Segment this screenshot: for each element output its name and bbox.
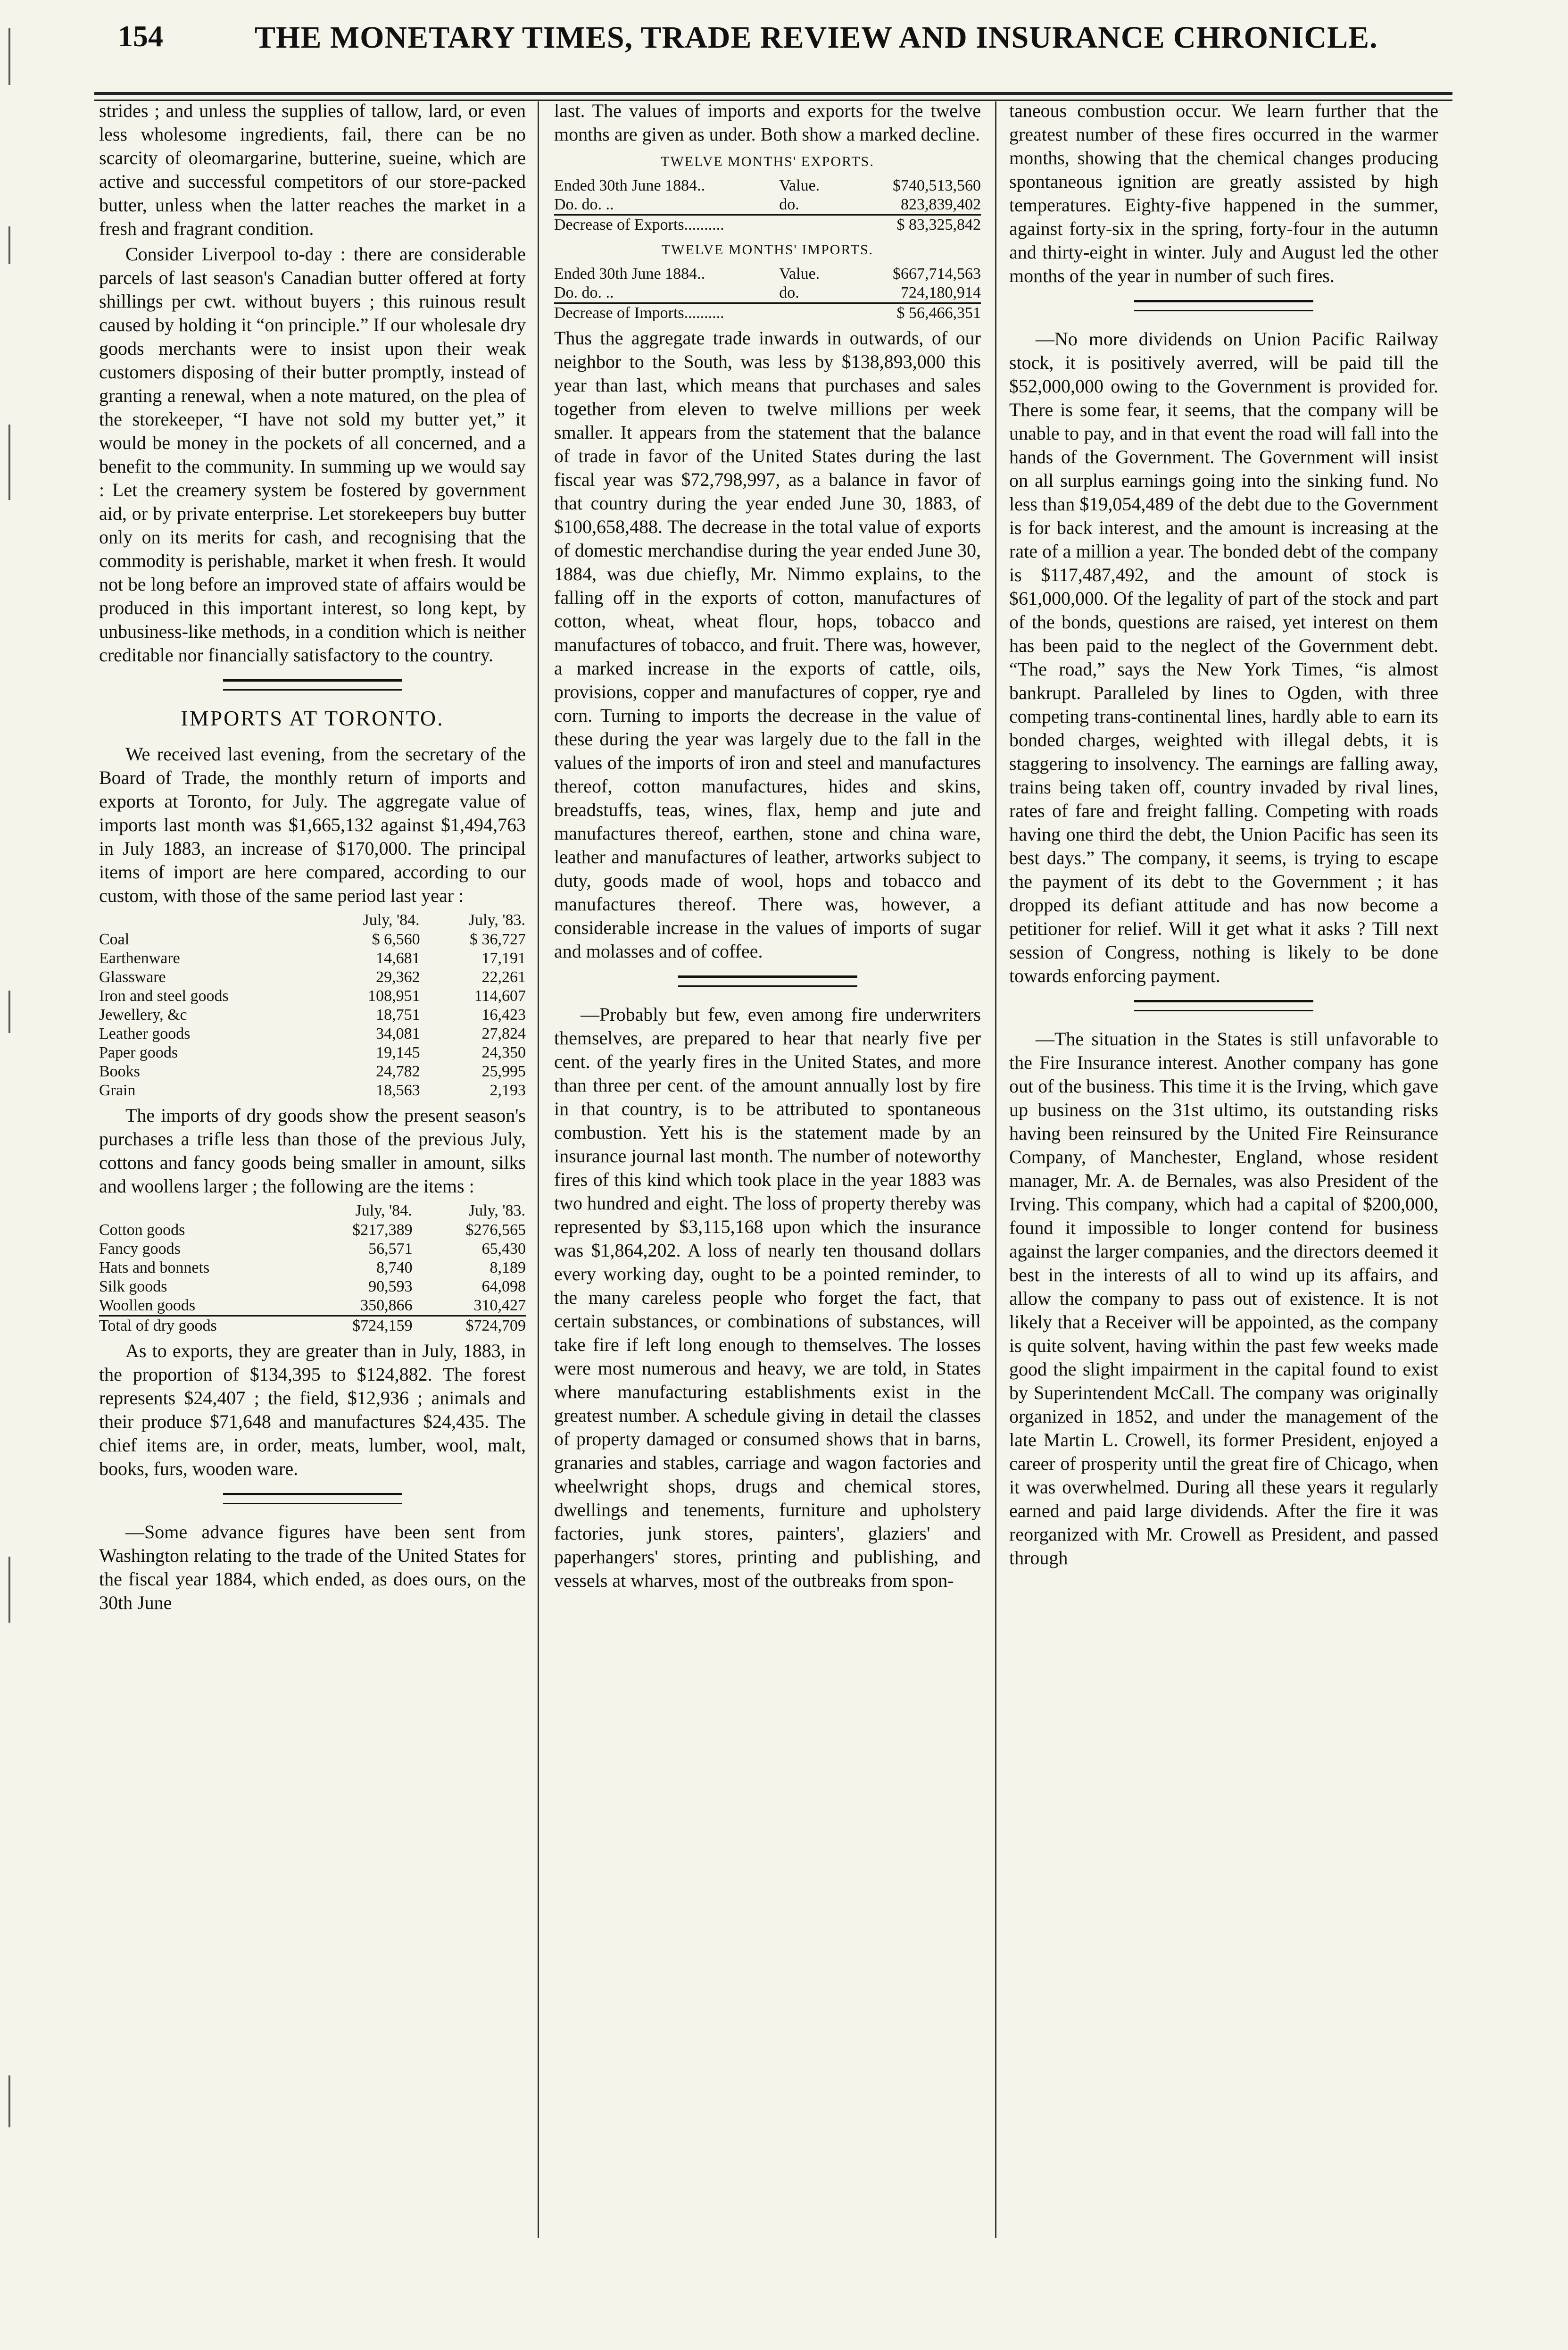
paragraph: strides ; and unless the supplies of tallow, lard, or even less wholesome ingredients, fail, there can be no scarcity of oleomargarine, butterine, sueine, which are active and successful competitors of our store-packed butter, unless when the latter reaches the market in a fresh and fragrant condition. <box>99 100 526 239</box>
table-row: Glassware 29,362 22,261 <box>99 968 526 986</box>
table-row: Silk goods 90,593 64,098 <box>99 1278 526 1295</box>
table-total-row: Decrease of Exports.......... $ 83,325,842 <box>554 215 981 235</box>
column-2 <box>554 99 981 1594</box>
table-row: Fancy goods 56,571 65,430 <box>99 1240 526 1258</box>
column-divider <box>995 101 996 2238</box>
paragraph: —Some advance figures have been sent from Washington relating to the trade of the United States for the fiscal year 1884, which ended, as does ours, on the 30th June <box>99 1521 526 1613</box>
table-row: Leather goods 34,081 27,824 <box>99 1025 526 1042</box>
column-header: July, '83. <box>468 911 525 929</box>
table-row: Hats and bonnets 8,740 8,189 <box>99 1259 526 1276</box>
paragraph: last. The values of imports and exports for the twelve months are given as under. Both show a marked decline. <box>554 100 981 145</box>
section-separator <box>223 679 402 691</box>
table-row: Ended 30th June 1884.. Value. $740,513,560 <box>554 177 981 194</box>
page-number: 154 <box>118 19 163 53</box>
table-row: Books 24,782 25,995 <box>99 1063 526 1080</box>
paragraph: —The situation in the States is still unfavorable to the Fire Insurance interest. Another company has gone out of the business. This time it is the Irving, which gave up business on the 31st ultimo, its outstanding risks having been reinsured by the United Fire Reinsurance Company, of Manchester, England, whose resident manager, Mr. A. de Bernales, was also President of the Irving. This company, which had a capital of $200,000, found it impossible to longer contend for business against the larger companies, and the directors deemed it best in the interests of all to wind up its affairs, and allow the company to pass out of existence. It is not likely that a Receiver will be appointed, as the company is quite solvent, having within the past few weeks made good the slight impairment in the capital found to exist by Superintendent McCall. The company was originally organized in 1852, and under the management of the late Martin L. Crowell, its former President, enjoyed a career of prosperity until the great fire of Chicago, when it was overwhelmed. During all these years it regularly earned and paid large dividends. After the fire it was reorganized with Mr. Crowell as President, and passed through <box>1009 1028 1438 1568</box>
imports-table <box>99 910 526 1100</box>
table-row: Earthenware 14,681 17,191 <box>99 950 526 967</box>
paragraph: —No more dividends on Union Pacific Railway stock, it is positively averred, will be paid till the $52,000,000 owing to the Government is provided for. There is some fear, it seems, that the company will be unable to pay, and in that event the road will fall into the hands of the Government. The Government will insist on all surplus earnings going into the sinking fund. No less than $19,054,489 of the debt due to the Government is for back interest, and the amount is increasing at the rate of a million a year. The bonded debt of the company is $117,487,492, and the amount of stock is $61,000,000. Of the legality of part of the stock and part of the bonds, questions are raised, yet interest on them has been paid to the neglect of the Government debt. “The road,” says the New York Times, “is almost bankrupt. Paralleled by lines to Ogden, with three competing trans-continental lines, hardly able to earn its bonded charges, weighted with illegal debts, it is staggering to insolvency. The earnings are falling away, trains being taken off, country invaded by rival lines, rates of fare and freight falling. Competing with roads having one third the debt, the Union Pacific has seen its best days.” The company, it seems, is trying to escape the payment of its debt to the Government ; it has dropped its defiant attitude and has now become a petitioner for relief. Will it get what it asks ? Till next session of Congress, nothing is likely to be done towards enforcing payment. <box>1009 328 1438 986</box>
table-row: Iron and steel goods 108,951 114,607 <box>99 987 526 1005</box>
binding-edge <box>0 0 28 2350</box>
page-header <box>85 13 1443 70</box>
us-imports-table <box>554 265 981 323</box>
table-caption: TWELVE MONTHS' IMPORTS. <box>661 242 874 258</box>
table-row: Jewellery, &c 18,751 16,423 <box>99 1006 526 1024</box>
paragraph: Thus the aggregate trade inwards in outwards, of our neighbor to the South, was less by $138,893,000 this year than last, which means that purchases and sales together from eleven to twelve millions per week smaller. It appears from the statement that the balance of trade in favor of the United States during the last fiscal year was $72,798,997, as a balance in favor of that country during the year ended June 30, 1883, of $100,658,488. The decrease in the total value of exports of domestic merchandise during the year ended June 30, 1884, was due chiefly, Mr. Nimmo explains, to the falling off in the exports of cotton, manufactures of cotton, wheat, wheat flour, hops, tobacco and manufactures of tobacco, and fruit. There was, however, a marked increase in the exports of cattle, oils, provisions, copper and manufactures of copper, rye and corn. Turning to imports the decrease in the value of these during the year was largely due to the fall in the values of the imports of iron and steel and manufactures thereof, cotton manufactures, hides and skins, breadstuffs, teas, wines, flax, hemp and jute and manufactures thereof, earthen, stone and china ware, leather and manufactures of leather, artworks subject to duty, goods made of wool, hops and tobacco and manufactures thereof. There was, however, a considerable increase in the values of imports of sugar and molasses and of coffee. <box>554 327 981 962</box>
table-row: Woollen goods 350,866 310,427 <box>99 1297 526 1314</box>
paragraph: Consider Liverpool to-day : there are considerable parcels of last season's Canadian butter offered at forty shillings per cwt. without buyers ; this ruinous result caused by holding it “on principle.” If our wholesale dry goods merchants were to insist upon their weak customers disposing of their butter promptly, instead of granting a renewal, when a note matured, on the plea of the storekeeper, “I have not sold my butter yet,” it would be money in the pockets of all concerned, and a benefit to the community. In summing up we would say : Let the creamery system be fostered by government aid, or by private enterprise. Let storekeepers buy butter only on its merits for cash, and recognising that the commodity is perishable, market it when fresh. It would not be long before an improved state of affairs would be produced in this important interest, so long kept, by unbusiness-like methods, in a condition which is neither creditable nor financially satisfactory to the country. <box>99 243 526 666</box>
table-row: Do. do. .. do. 823,839,402 <box>554 196 981 213</box>
exports-table <box>554 176 981 234</box>
header-rule <box>94 92 1452 95</box>
table-row: Cotton goods $217,389 $276,565 <box>99 1221 526 1239</box>
section-separator <box>223 1493 402 1504</box>
table-total-row: Decrease of Imports.......... $ 56,466,351 <box>554 303 981 323</box>
column-header: July, '84. <box>355 1202 412 1219</box>
section-heading: IMPORTS AT TORONTO. <box>181 706 444 730</box>
dry-goods-table <box>99 1201 526 1335</box>
table-row: Paper goods 19,145 24,350 <box>99 1044 526 1061</box>
column-header: July, '83. <box>468 1202 525 1219</box>
column-1 <box>99 99 526 1617</box>
running-title: THE MONETARY TIMES, TRADE REVIEW AND INSURANCE CHRONICLE. <box>255 20 1378 55</box>
paragraph: —Probably but few, even among fire underwriters themselves, are prepared to hear that nearly five per cent. of the yearly fires in the United States, and more than three per cent. of the amount annually lost by fire in that country, is to be attributed to spontaneous combustion. Yett his is the statement made by an insurance journal last month. The number of noteworthy fires of this kind which took place in the year 1883 was two hundred and eight. The loss of property thereby was represented by $3,115,168 upon which the insurance was $1,864,202. A loss of nearly ten thousand dollars every working day, ought to be a pointed reminder, to the many careless people who forget the fact, that certain substances, or combinations of substances, will take fire if left long enough to themselves. The losses were most numerous and heavy, we are told, in States where manufacturing establishments exist in the greatest number. A schedule giving in detail the classes of property damaged or consumed shows that in barns, granaries and stables, carriage and wagon factories and wheelwright shops, drugs and chemical stores, dwellings and tenements, furniture and upholstery factories, junk stores, painters', glaziers' and paperhangers' stores, printing and publishing, and vessels at wharves, most of the outbreaks from spon- <box>554 1004 981 1591</box>
table-row: Grain 18,563 2,193 <box>99 1082 526 1099</box>
section-separator <box>678 975 857 987</box>
column-divider <box>538 101 539 2238</box>
table-row: Ended 30th June 1884.. Value. $667,714,563 <box>554 265 981 283</box>
paragraph: As to exports, they are greater than in July, 1883, in the proportion of $134,395 to $124,882. The forest represents $24,407 ; the field, $12,936 ; animals and their produce $71,648 and manufactures $24,435. The chief items are, in order, meats, lumber, wool, malt, books, furs, wooden ware. <box>99 1340 526 1479</box>
paragraph: We received last evening, from the secretary of the Board of Trade, the monthly return of imports and exports at Toronto, for July. The aggregate value of imports last month was $1,665,132 against $1,494,763 in July 1883, an increase of $170,000. The principal items of import are here compared, according to our custom, with those of the same period last year : <box>99 743 526 906</box>
table-row: Coal $ 6,560 $ 36,727 <box>99 931 526 948</box>
section-separator <box>1134 1000 1313 1011</box>
table-total-row: Total of dry goods $724,159 $724,709 <box>99 1316 526 1336</box>
column-header: July, '84. <box>363 911 420 929</box>
table-row: Do. do. .. do. 724,180,914 <box>554 284 981 301</box>
section-separator <box>1134 300 1313 311</box>
paragraph: The imports of dry goods show the present season's purchases a trifle less than those of the previous July, cottons and fancy goods being smaller in amount, silks and woollens larger ; the following are the items : <box>99 1105 526 1197</box>
column-3 <box>1009 99 1438 1572</box>
table-caption: TWELVE MONTHS' EXPORTS. <box>661 154 874 169</box>
paragraph: taneous combustion occur. We learn further that the greatest number of these fires occurred in the warmer months, showing that the chemical changes producing spontaneous ignition are greatly assisted by high temperatures. Eighty-five happened in the summer, against forty-six in the spring, forty-four in the autumn and thirty-eight in winter. July and August led the other months of the year in number of such fires. <box>1009 100 1438 286</box>
